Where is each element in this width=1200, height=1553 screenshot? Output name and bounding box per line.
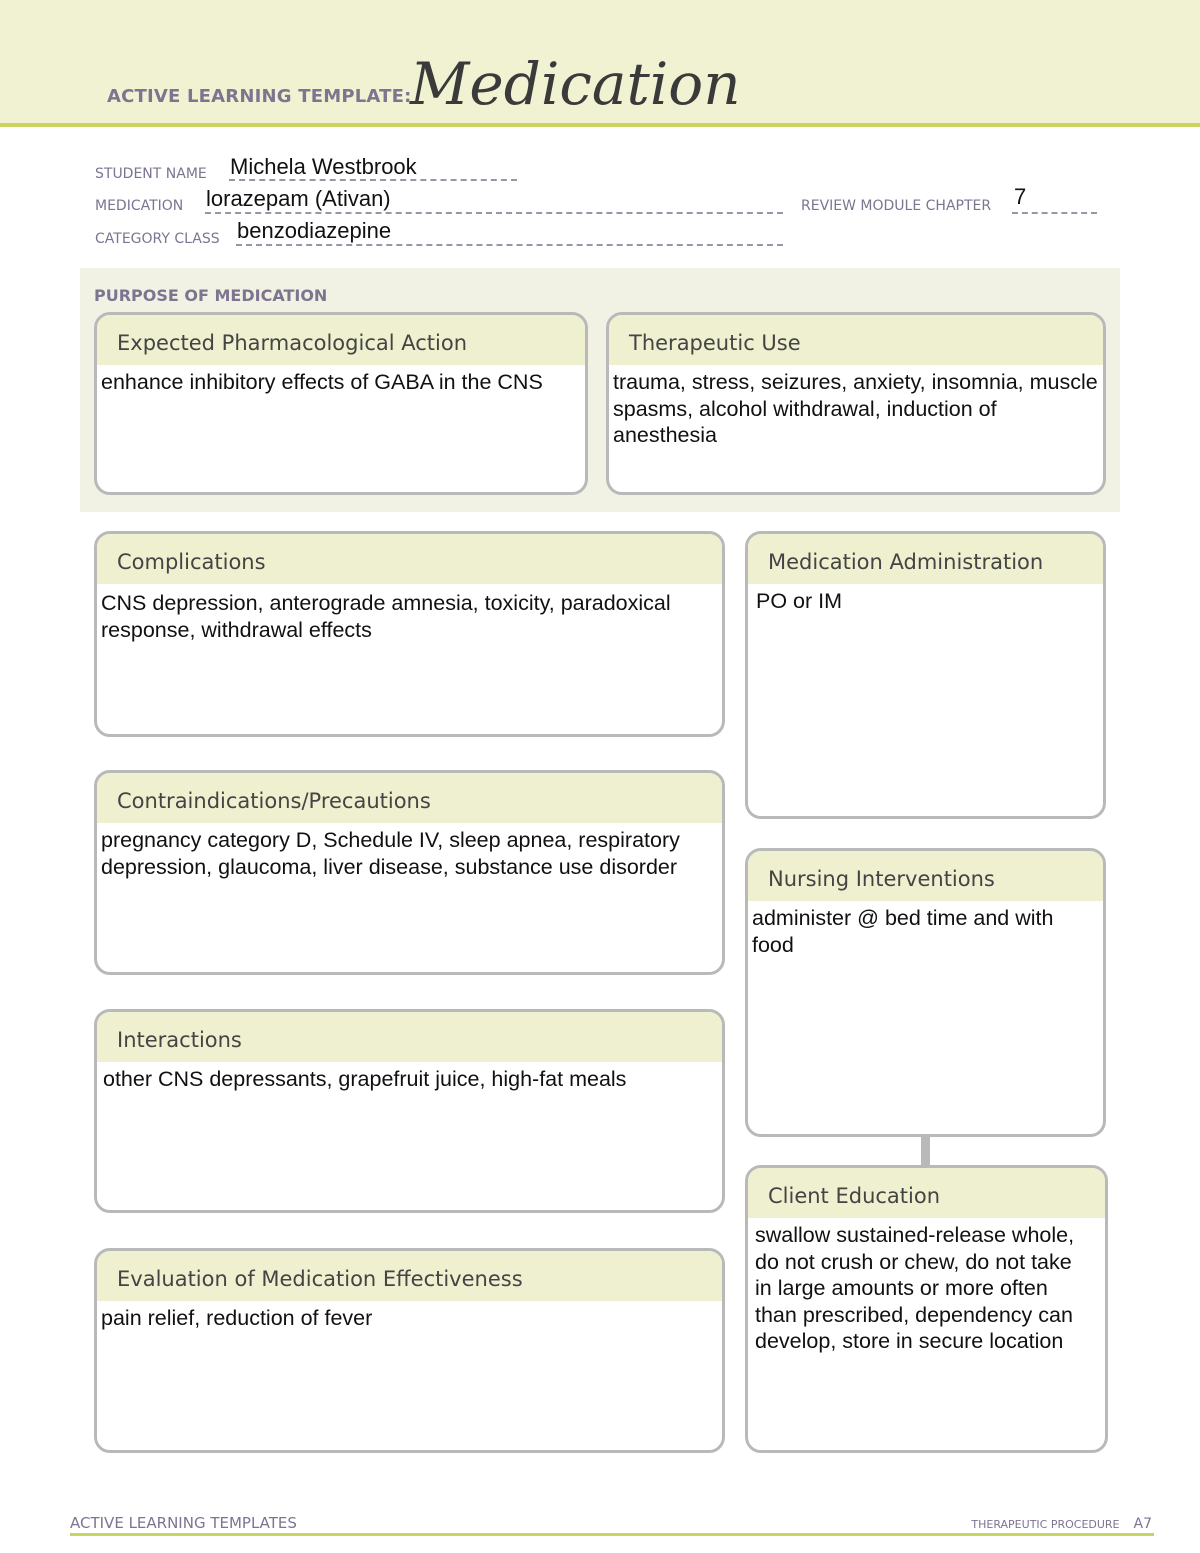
purpose-title: PURPOSE OF MEDICATION [94, 286, 328, 305]
category-class-underline [236, 244, 783, 246]
therapeutic-use-box [606, 312, 1106, 495]
contraindications-box [94, 770, 725, 975]
box-title: Expected Pharmacological Action [97, 315, 585, 365]
nursing-interventions-box [745, 848, 1106, 1137]
medication-label: MEDICATION [95, 198, 184, 214]
template-label: ACTIVE LEARNING TEMPLATE: [107, 86, 412, 107]
medication-field[interactable]: lorazepam (Ativan) [206, 186, 391, 211]
page-header [0, 0, 1200, 127]
box-title: Medication Administration [748, 534, 1103, 584]
page-number: A7 [1133, 1516, 1152, 1532]
box-title: Complications [97, 534, 722, 584]
footer-right [971, 1516, 1152, 1532]
expected-action-box [94, 312, 588, 495]
category-class-label: CATEGORY CLASS [95, 231, 220, 247]
box-title: Therapeutic Use [609, 315, 1103, 365]
box-text[interactable]: pain relief, reduction of fever [101, 1306, 373, 1330]
box-text[interactable]: PO or IM [756, 589, 843, 613]
review-module-chapter-field[interactable]: 7 [1014, 184, 1027, 209]
page-title: Medication [410, 50, 741, 118]
student-name-label: STUDENT NAME [95, 166, 207, 182]
footer-rule [70, 1533, 1154, 1536]
box-text[interactable]: swallow sustained-release whole, do not crush or chew, do not take in large amounts or more often than prescribed, dependency can develop, store in secure location [755, 1223, 1075, 1353]
box-text[interactable]: pregnancy category D, Schedule IV, sleep apnea, respiratory depression, glaucoma, liver disease, substance use disorder [101, 828, 680, 879]
review-module-chapter-label: REVIEW MODULE CHAPTER [801, 198, 992, 214]
footer-left: ACTIVE LEARNING TEMPLATES [70, 1514, 297, 1532]
box-title: Client Education [748, 1168, 1105, 1218]
interactions-box [94, 1009, 725, 1213]
evaluation-box [94, 1248, 725, 1453]
box-title: Evaluation of Medication Effectiveness [97, 1251, 722, 1301]
complications-box [94, 531, 725, 737]
box-text[interactable]: administer @ bed time and with food [752, 906, 1054, 957]
chapter-underline [1012, 212, 1097, 214]
footer-section: THERAPEUTIC PROCEDURE [971, 1518, 1120, 1531]
box-title: Interactions [97, 1012, 722, 1062]
client-education-box [745, 1165, 1108, 1453]
box-text[interactable]: CNS depression, anterograde amnesia, toxicity, paradoxical response, withdrawal effects [101, 591, 671, 642]
category-class-field[interactable]: benzodiazepine [237, 218, 392, 243]
box-text[interactable]: other CNS depressants, grapefruit juice, high-fat meals [103, 1067, 627, 1091]
box-title: Nursing Interventions [748, 851, 1103, 901]
student-name-field[interactable]: Michela Westbrook [230, 154, 417, 179]
medication-underline [205, 212, 783, 214]
student-name-underline [229, 179, 517, 181]
box-text[interactable]: enhance inhibitory effects of GABA in the CNS [101, 370, 543, 394]
box-title: Contraindications/Precautions [97, 773, 722, 823]
connector-line [921, 1134, 930, 1168]
box-text[interactable]: trauma, stress, seizures, anxiety, insomnia, muscle spasms, alcohol withdrawal, induction of anesthesia [613, 370, 1098, 447]
administration-box [745, 531, 1106, 819]
